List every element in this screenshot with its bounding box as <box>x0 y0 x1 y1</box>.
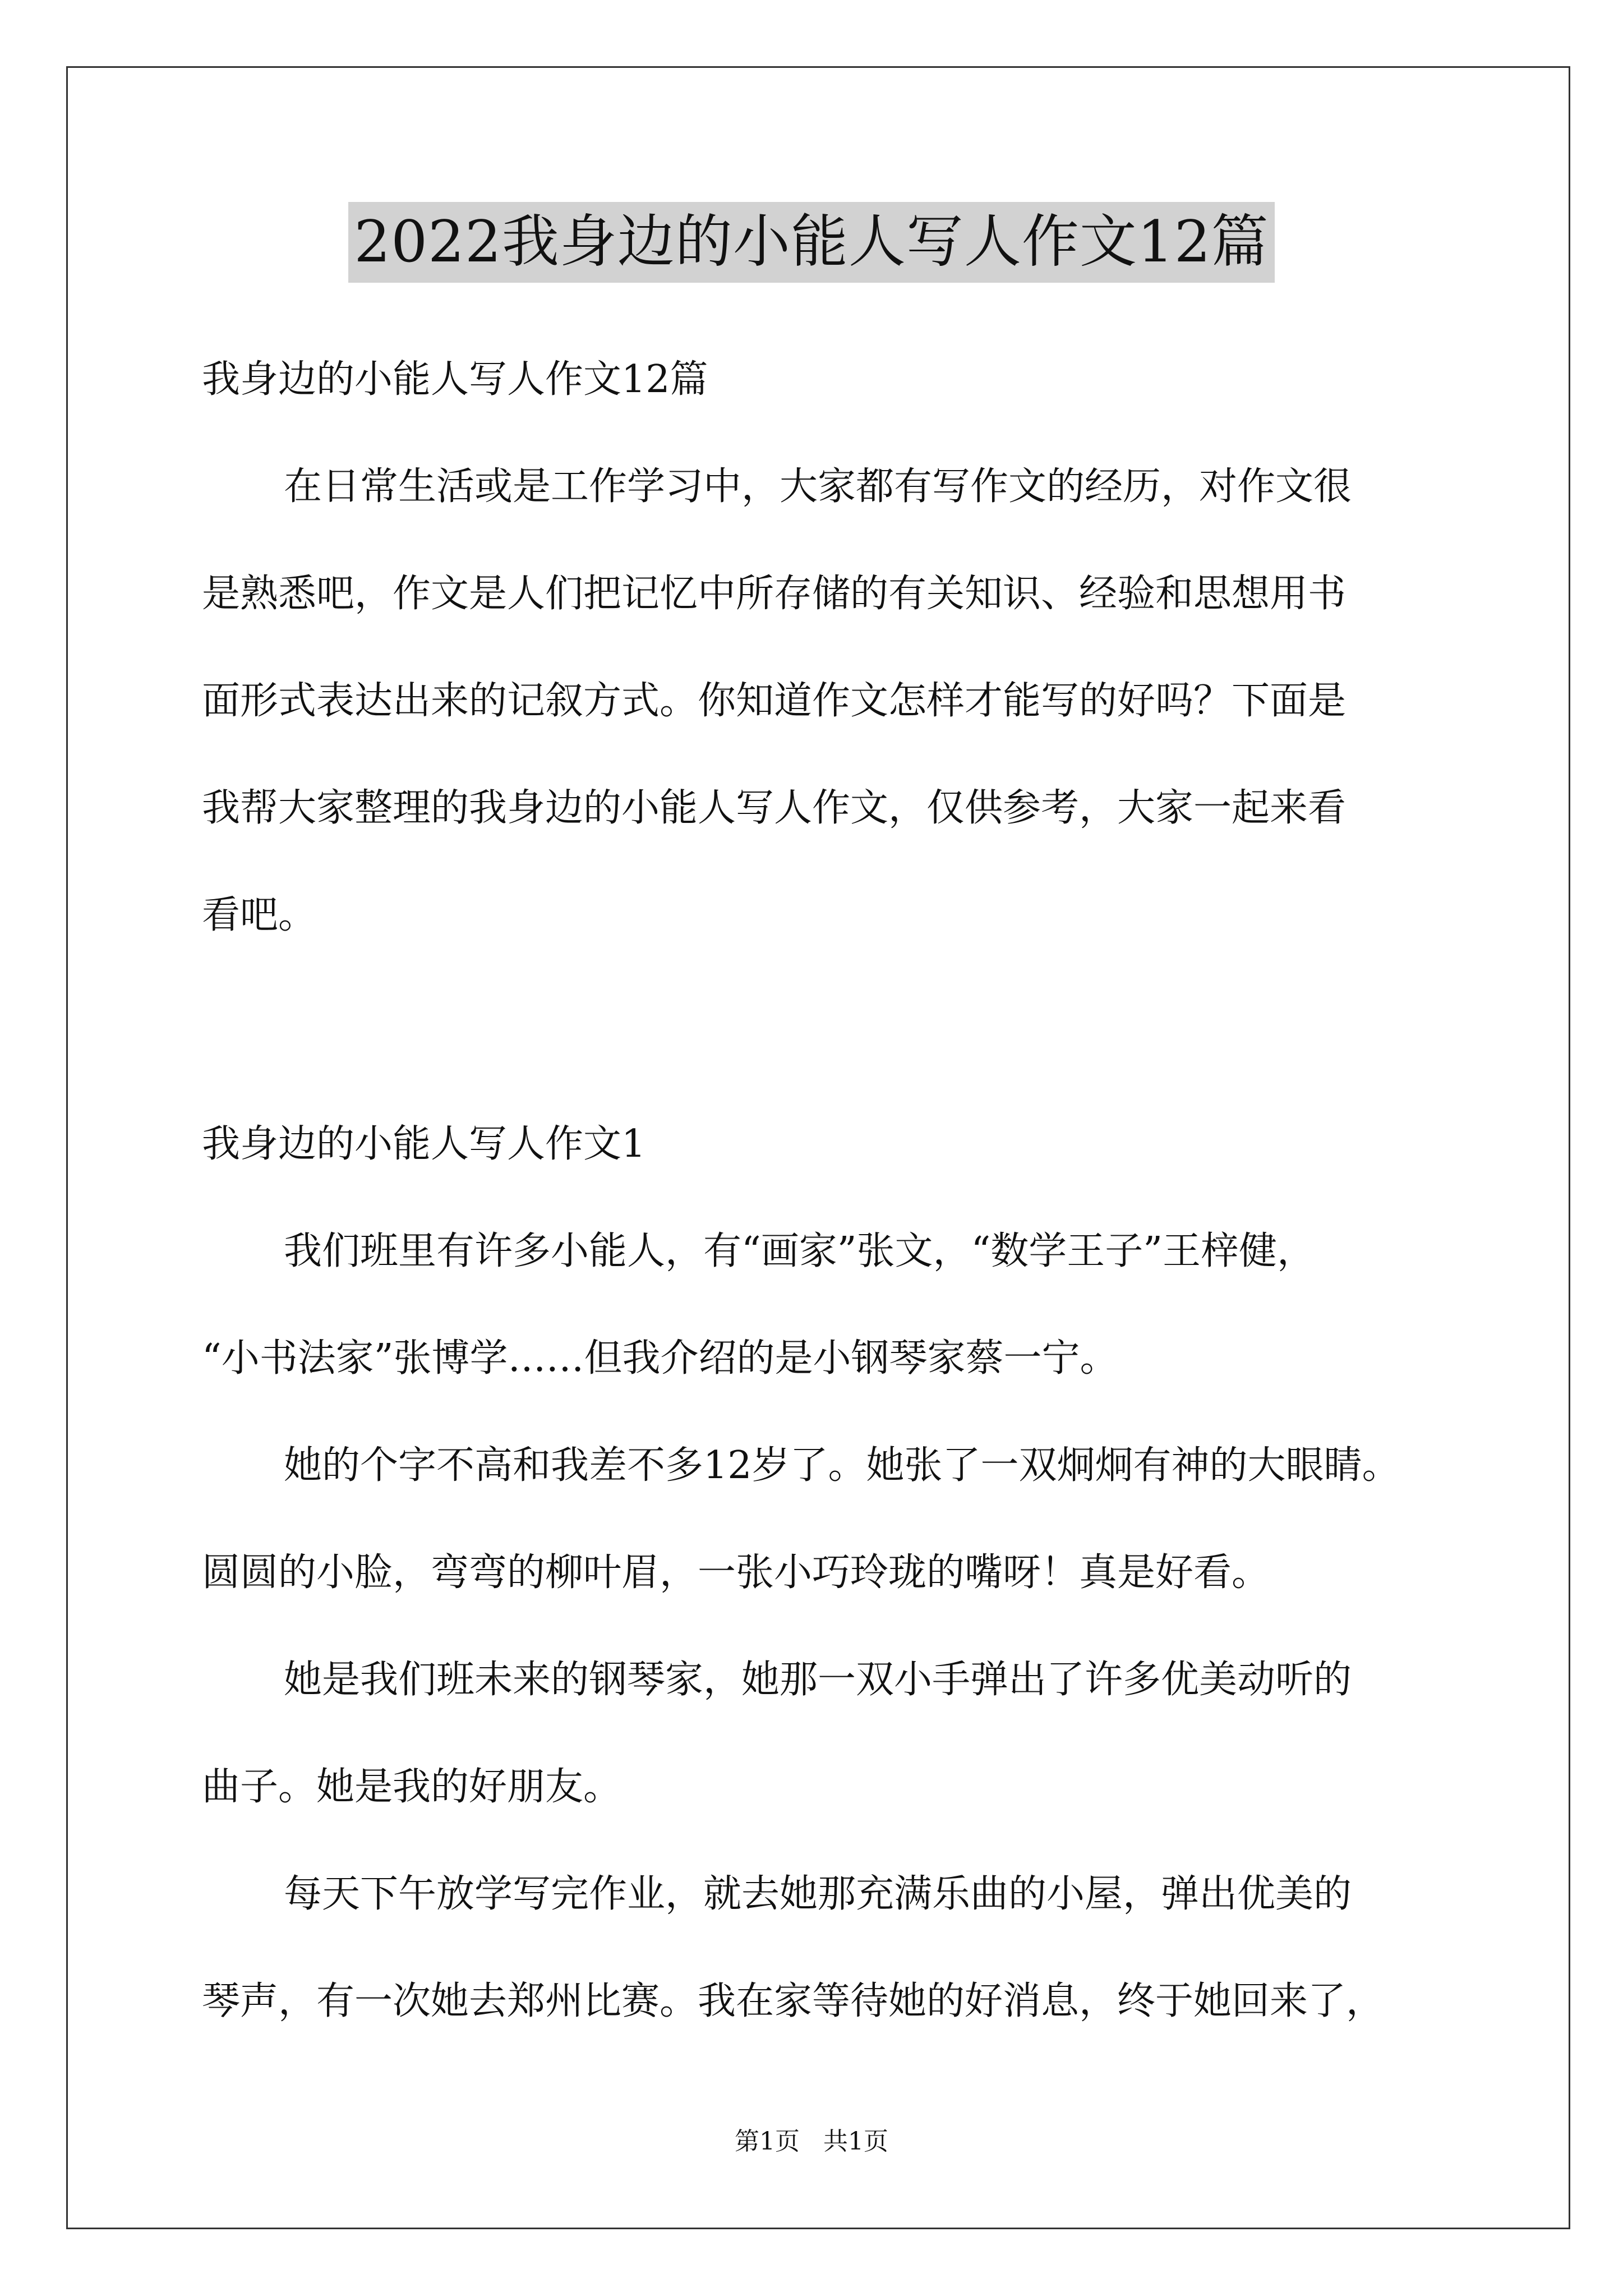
paragraph-line: 我们班里有许多小能人，有“画家”张文，“数学王子”王梓健， <box>284 1229 1316 1273</box>
paragraph-line: 她的个字不高和我差不多12岁了。她张了一双炯炯有神的大眼睛。 <box>284 1443 1400 1488</box>
intro-line: 面形式表达出来的记叙方式。你知道作文怎样才能写的好吗？下面是 <box>202 679 1347 723</box>
intro-line: 我帮大家整理的我身边的小能人写人作文，仅供参考，大家一起来看 <box>202 786 1347 830</box>
document-title: 2022我身边的小能人写人作文12篇 <box>348 202 1274 283</box>
paragraph-line: 曲子。她是我的好朋友。 <box>202 1765 622 1809</box>
title-container <box>0 202 1623 283</box>
paragraph-line: 每天下午放学写完作业，就去她那充满乐曲的小屋，弹出优美的 <box>284 1872 1352 1916</box>
intro-line: 在日常生活或是工作学习中，大家都有写作文的经历，对作文很 <box>284 464 1352 509</box>
paragraph-line: 她是我们班未来的钢琴家，她那一双小手弹出了许多优美动听的 <box>284 1658 1352 1702</box>
intro-line: 是熟悉吧，作文是人们把记忆中所存储的有关知识、经验和思想用书 <box>202 572 1347 616</box>
page-footer: 第1页 共1页 <box>735 2127 888 2156</box>
intro-heading: 我身边的小能人写人作文12篇 <box>202 357 708 402</box>
paragraph-line: 琴声，有一次她去郑州比赛。我在家等待她的好消息，终于她回来了， <box>202 1979 1385 2023</box>
paragraph-line: 圆圆的小脸，弯弯的柳叶眉，一张小巧玲珑的嘴呀！真是好看。 <box>202 1550 1270 1595</box>
section-heading: 我身边的小能人写人作文1 <box>202 1122 646 1166</box>
intro-line: 看吧。 <box>202 893 317 937</box>
document-body <box>202 309 1436 2027</box>
paragraph-line: “小书法家”张博学……但我介绍的是小钢琴家蔡一宁。 <box>202 1336 1118 1381</box>
